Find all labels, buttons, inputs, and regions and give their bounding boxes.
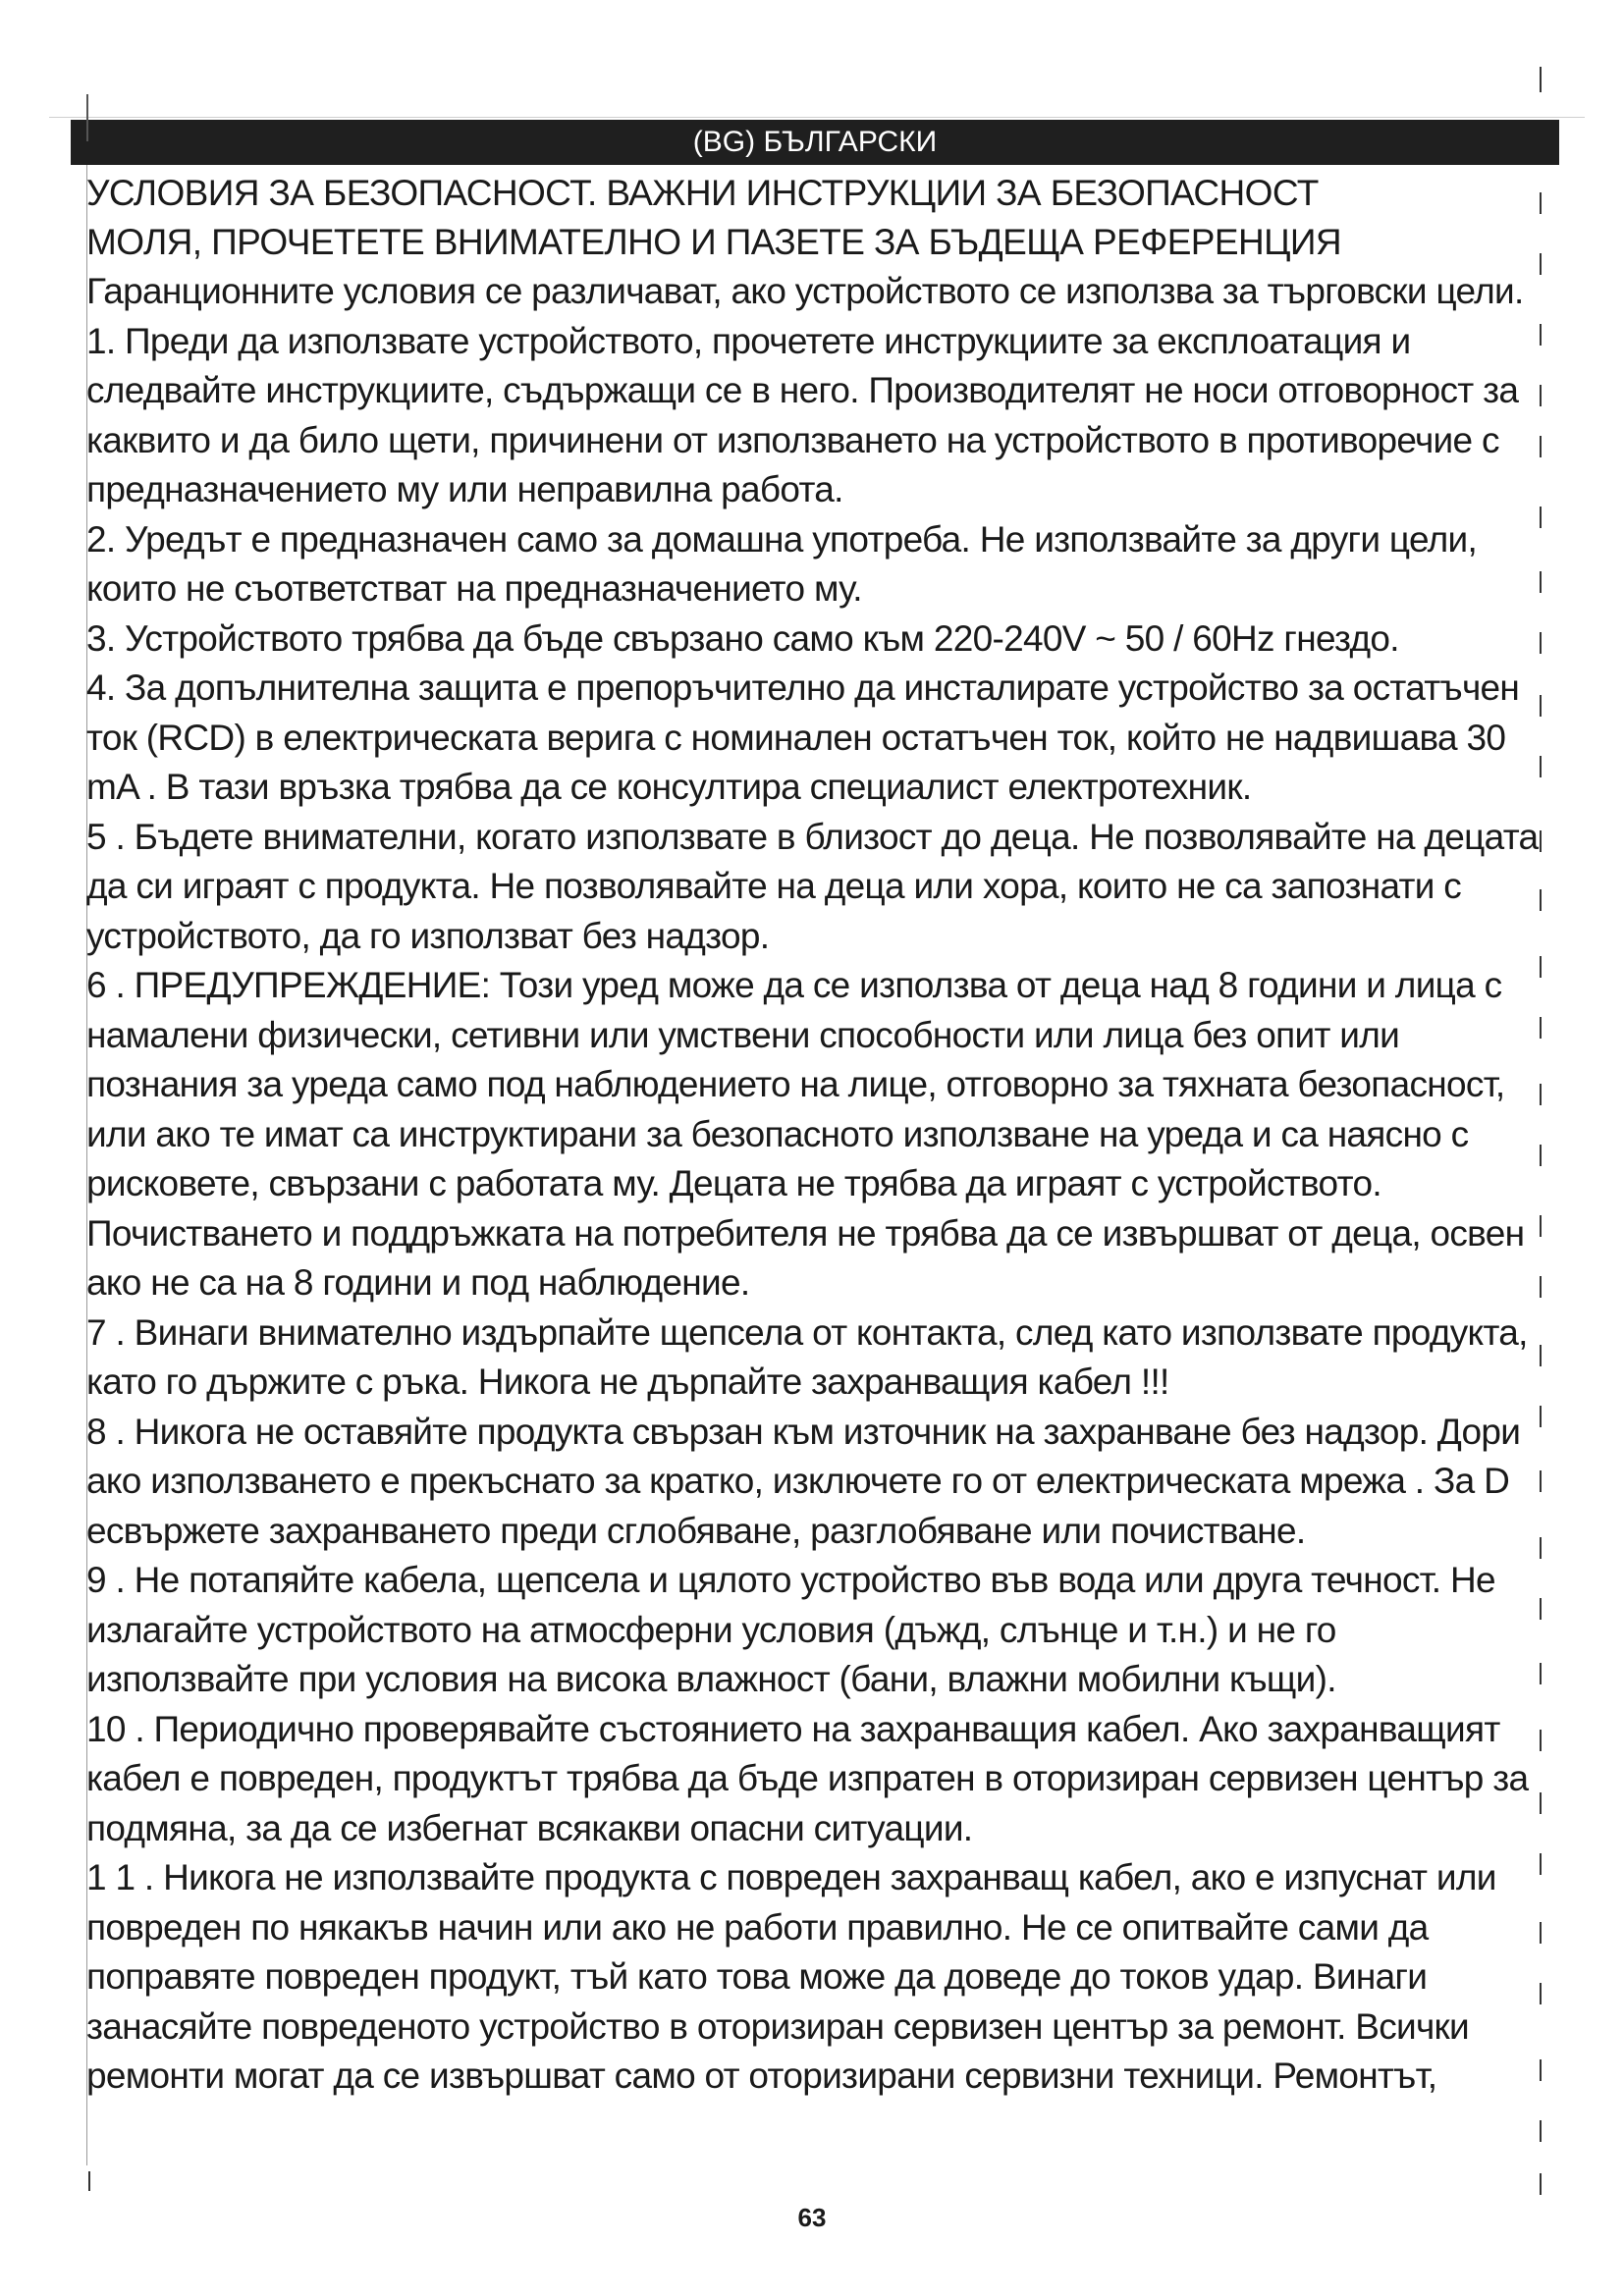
safety-item-6: 6 . ПРЕДУПРЕЖДЕНИЕ: Този уред може да се използва от деца над 8 години и лица с намалени физически, сетивни или умствени способности или лица без опит или познания за уреда само под наблюдението на лице, отговорно за тяхната безопасност, или ако те имат са инструктирани за безопасното използване на уреда и са наясно с рисковете, свързани с работата му. Децата не трябва да играят с устройството. Почистването и поддръжката на потребителя не трябва да се извършват от деца, освен ако не са на 8 години и под наблюдение.: [86, 965, 1525, 1303]
margin-tick: [1540, 756, 1542, 777]
margin-tick: [1540, 253, 1542, 275]
safety-item-7: 7 . Винаги внимателно издърпайте щепсела от контакта, след като използвате продукта, като го държите с ръка. Никога не дърпайте захранващия кабел !!!: [86, 1311, 1528, 1402]
margin-tick: [1540, 436, 1542, 457]
safety-item-2: 2. Уредът е предназначен само за домашна употреба. Не използвайте за други цели, които не съответстват на предназначението му.: [86, 518, 1478, 609]
margin-tick: [1540, 1537, 1542, 1559]
margin-tick: [1540, 695, 1542, 717]
safety-item-3: 3. Устройството трябва да бъде свързано само към 220-240V ~ 50 / 60Hz гнездо.: [86, 617, 1399, 659]
margin-tick: [1540, 385, 1542, 406]
margin-tick: [1540, 571, 1542, 593]
read-carefully-heading: МОЛЯ, ПРОЧЕТЕТЕ ВНИМАТЕЛНО И ПАЗЕТЕ ЗА БЪДЕЩА РЕФЕРЕНЦИЯ: [86, 222, 1341, 262]
margin-tick: [1540, 324, 1542, 346]
safety-item-10: 10 . Периодично проверявайте състоянието на захранващия кабел. Ако захранващият кабел е повреден, продуктът трябва да бъде изпратен в оторизиран сервизен център за подмяна, за да се избегнат всякакви опасни ситуации.: [86, 1708, 1529, 1848]
margin-tick: [88, 2171, 90, 2191]
margin-tick: [1540, 632, 1542, 654]
margin-tick: [1540, 830, 1542, 852]
margin-tick: [1540, 1922, 1542, 1944]
safety-item-11: 1 1 . Никога не използвайте продукта с повреден захранващ кабел, ако е изпуснат или повреден по някакъв начин или ако не работи правилно. Не се опитвайте сами да поправяте повреден продукт, тъй като това може да доведе до токов удар. Винаги занасяйте повреденото устройство в оторизиран сервизен център за ремонт. Всички ремонти могат да се извършват само от оторизирани сервизни техници. Ремонтът,: [86, 1857, 1496, 2096]
margin-tick: [1540, 1084, 1542, 1105]
margin-tick: [1540, 1663, 1542, 1684]
warranty-note: Гаранционните условия се различават, ако устройството се използва за търговски цели.: [86, 271, 1524, 311]
safety-item-5: 5 . Бъдете внимателни, когато използвате в близост до деца. Не позволявайте на децата да си играят с продукта. Не позволявайте на деца или хора, които не са запознати с устройството, да го използват без надзор.: [86, 816, 1539, 956]
margin-tick: [1540, 1145, 1542, 1166]
margin-tick: [1540, 2059, 1542, 2081]
margin-tick: [1540, 1730, 1542, 1751]
margin-tick: [1540, 192, 1542, 214]
margin-tick: [1540, 2173, 1542, 2195]
page-number: 63: [797, 2203, 827, 2232]
margin-tick: [1540, 1792, 1542, 1814]
margin-tick: [1540, 1853, 1542, 1875]
margin-tick: [1540, 507, 1542, 528]
margin-tick: [1540, 2120, 1542, 2142]
margin-tick: [1540, 956, 1542, 978]
safety-item-1: 1. Преди да използвате устройството, прочетете инструкциите за експлоатация и следвайте инструкциите, съдържащи се в него. Производителят не носи отговорност за каквито и да било щети, причинени от използването на устройството в противоречие с предназначението му или неправилна работа.: [86, 320, 1519, 509]
margin-tick: [1540, 1470, 1542, 1492]
left-margin-bar: [86, 94, 88, 141]
margin-tick: [1540, 1215, 1542, 1237]
safety-item-8: 8 . Никога не оставяйте продукта свързан към източник на захранване без надзор. Дори ако използването е прекъснато за кратко, изключете го от електрическата мрежа . За D есвържете захранването преди сглобяване, разглобяване или почистване.: [86, 1411, 1521, 1551]
margin-tick: [1540, 67, 1542, 92]
margin-tick: [1540, 1345, 1542, 1366]
margin-tick: [1540, 1406, 1542, 1427]
margin-tick: [1540, 1276, 1542, 1298]
top-rule: [49, 117, 1585, 118]
document-body: [86, 169, 1540, 2102]
language-header-bar: [71, 120, 1559, 165]
margin-tick: [1540, 1983, 1542, 2004]
safety-item-9: 9 . Не потапяйте кабела, щепсела и цялото устройство във вода или друга течност. Не излагайте устройството на атмосферни условия (дъжд, слънце и т.н.) и не го използвайте при условия на висока влажност (бани, влажни мобилни къщи).: [86, 1560, 1495, 1699]
safety-item-4: 4. За допълнителна защита е препоръчително да инсталирате устройство за остатъчен ток (RCD) в електрическата верига с номинален остатъчен ток, който не надвишава 30 mA . В тази връзка трябва да се консултира специалист електротехник.: [86, 667, 1520, 807]
margin-tick: [1540, 1017, 1542, 1039]
language-label: (BG) БЪЛГАРСКИ: [692, 126, 938, 158]
margin-tick: [1540, 889, 1542, 911]
safety-heading: УСЛОВИЯ ЗА БЕЗОПАСНОСТ. ВАЖНИ ИНСТРУКЦИИ ЗА БЕЗОПАСНОСТ: [86, 173, 1319, 213]
margin-tick: [1540, 1598, 1542, 1620]
